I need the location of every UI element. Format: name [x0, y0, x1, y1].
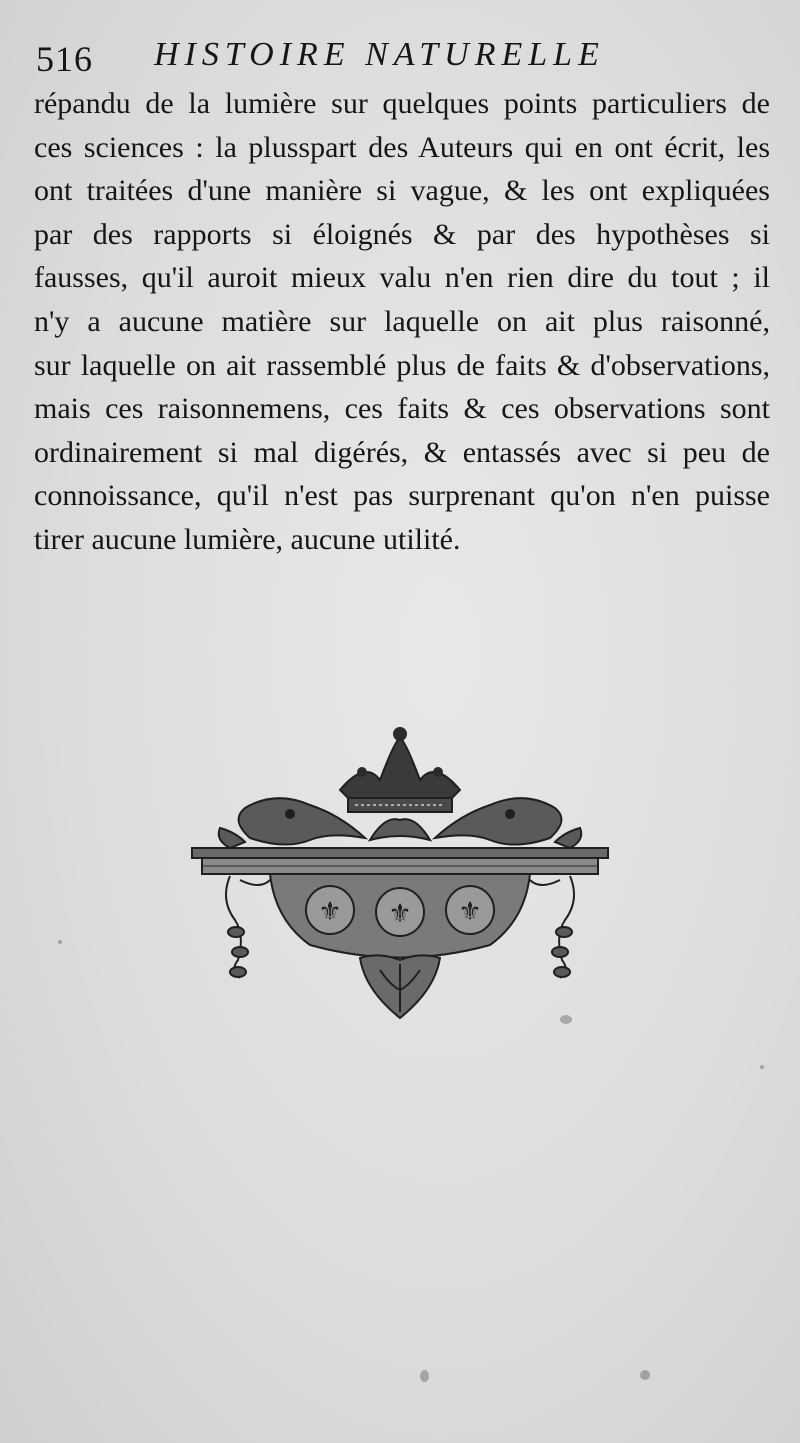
paper-speck	[640, 1370, 650, 1380]
paper-speck	[58, 940, 62, 944]
paper-speck	[420, 1370, 429, 1382]
running-title: HISTOIRE NATURELLE	[154, 36, 605, 73]
text-line: ces sciences : la plusspart des Auteurs qui en ont écrit, les	[34, 130, 770, 164]
text-line: sur laquelle on ait rassemblé plus de faits & d'observations,	[34, 348, 770, 382]
text-line: n'y a aucune matière sur laquelle on ait plus raisonné,	[34, 304, 770, 338]
body-text	[34, 82, 770, 562]
text-line: répandu de la lumière sur quelques points particuliers de	[34, 87, 770, 120]
text-line: mais ces raisonnemens, ces faits & ces observations sont	[34, 392, 770, 426]
text-line: fausses, qu'il auroit mieux valu n'en rien dire du tout ; il	[34, 261, 770, 295]
paper-speck	[560, 1015, 572, 1024]
svg-text:⚜: ⚜	[318, 897, 342, 927]
svg-text:⚜: ⚜	[458, 897, 482, 927]
entablature-icon	[192, 848, 608, 874]
svg-text:⚜: ⚜	[388, 899, 412, 929]
page-number: 516	[36, 39, 93, 79]
text-line: par des rapports si éloignés & par des hypothèses si	[34, 217, 770, 251]
text-line: connoissance, qu'il n'est pas surprenant qu'on n'en puisse	[34, 479, 770, 513]
text-line: ordinairement si mal digérés, & entassés avec si peu de	[34, 435, 770, 469]
crown-icon	[340, 728, 460, 812]
page-header	[36, 34, 676, 82]
acanthus-pendant-icon	[360, 955, 440, 1018]
basin-icon	[270, 874, 530, 958]
text-line: tirer aucune lumière, aucune utilité.	[34, 522, 461, 556]
text-line: ont traitées d'une manière si vague, & les ont expliquées	[34, 174, 770, 208]
paper-speck	[760, 1065, 764, 1069]
crowned-tailpiece-icon	[190, 720, 610, 1030]
